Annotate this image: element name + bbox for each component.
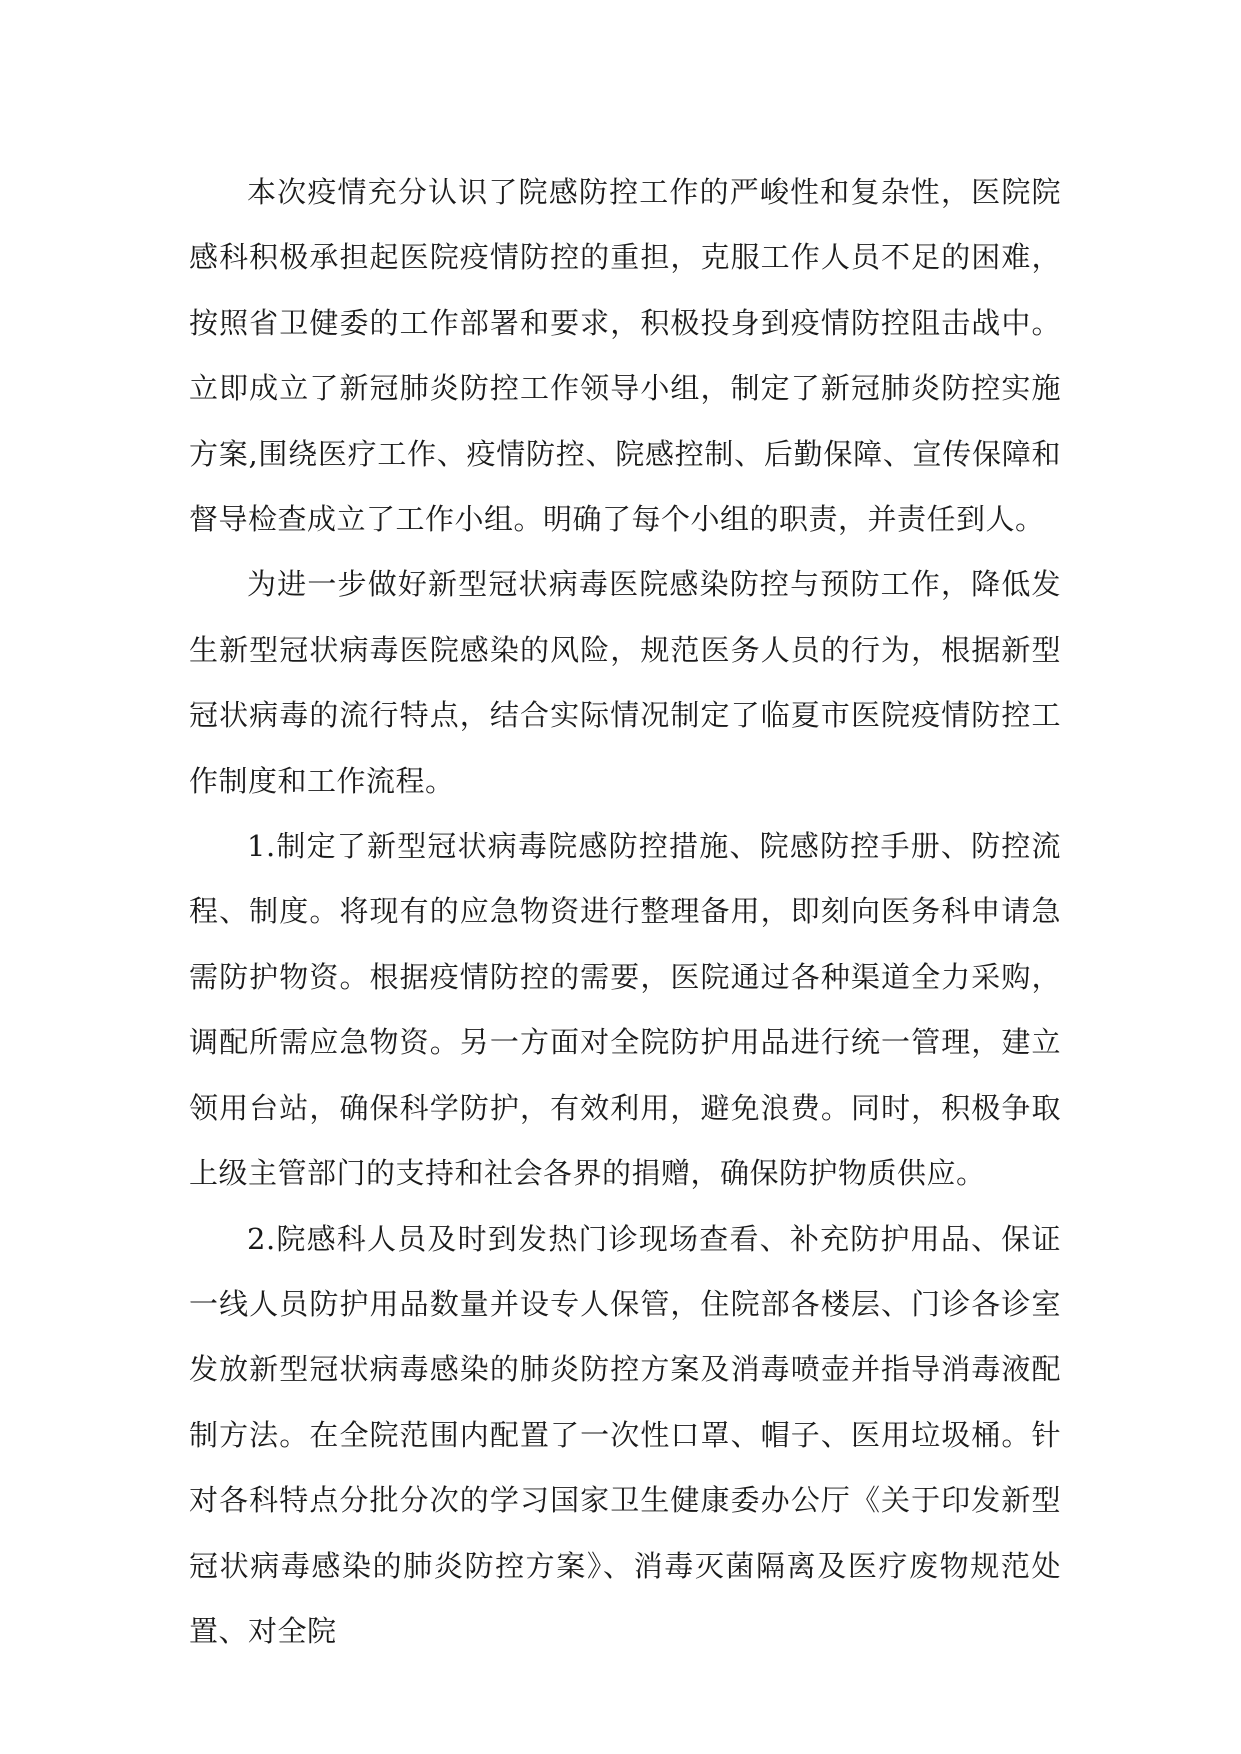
paragraph-1: 本次疫情充分认识了院感防控工作的严峻性和复杂性，医院院感科积极承担起医院疫情防控的重担，克服工作人员不足的困难，按照省卫健委的工作部署和要求，积极投身到疫情防控阻击战中。立即成立了新冠肺炎防控工作领导小组，制定了新冠肺炎防控实施方案,围绕医疗工作、疫情防控、院感控制、后勤保障、宣传保障和督导检查成立了工作小组。明确了每个小组的职责，并责任到人。: [189, 175, 1061, 537]
paragraph-3: 1.制定了新型冠状病毒院感防控措施、院感防控手册、防控流程、制度。将现有的应急物资进行整理备用，即刻向医务科申请急需防护物资。根据疫情防控的需要，医院通过各种渠道全力采购，调配所需应急物资。另一方面对全院防护用品进行统一管理，建立领用台站，确保科学防护，有效利用，避免浪费。同时，积极争取上级主管部门的支持和社会各界的捐赠，确保防护物质供应。: [189, 829, 1061, 1191]
paragraph-4: 2.院感科人员及时到发热门诊现场查看、补充防护用品、保证一线人员防护用品数量并设专人保管，住院部各楼层、门诊各诊室发放新型冠状病毒感染的肺炎防控方案及消毒喷壶并指导消毒液配制方法。在全院范围内配置了一次性口罩、帽子、医用垃圾桶。针对各科特点分批分次的学习国家卫生健康委办公厅《关于印发新型冠状病毒感染的肺炎防控方案》、消毒灭菌隔离及医疗废物规范处置、对全院: [189, 1221, 1061, 1648]
document-body: [189, 160, 1061, 1664]
paragraph-2: 为进一步做好新型冠状病毒医院感染防控与预防工作，降低发生新型冠状病毒医院感染的风险，规范医务人员的行为，根据新型冠状病毒的流行特点，结合实际情况制定了临夏市医院疫情防控工作制度和工作流程。: [189, 567, 1061, 798]
